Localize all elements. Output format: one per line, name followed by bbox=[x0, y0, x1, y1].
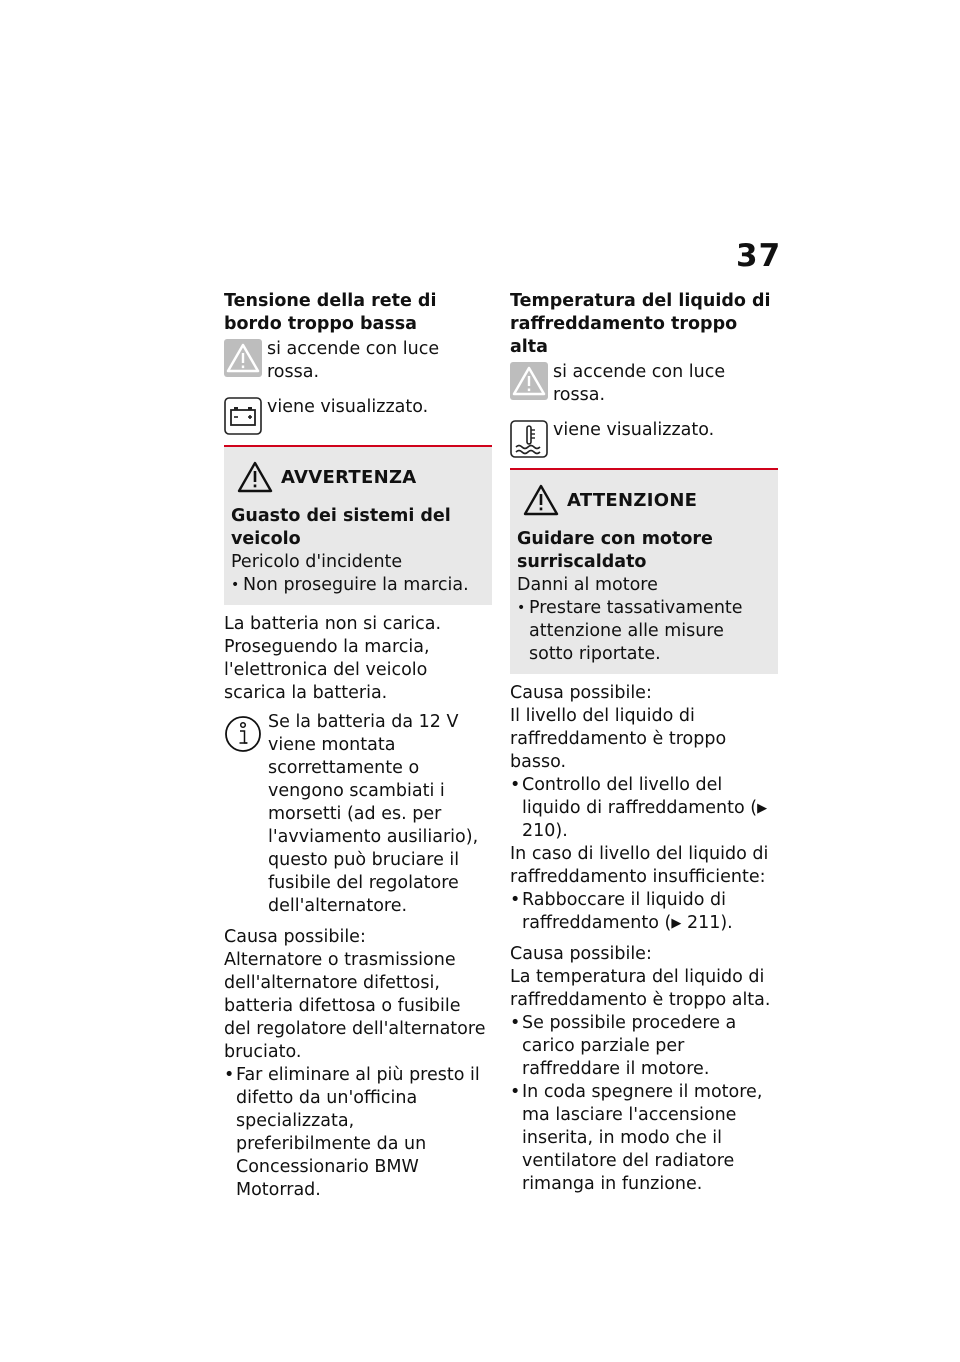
light-text: si accende con luce rossa. bbox=[267, 339, 440, 382]
warning-triangle-icon bbox=[224, 339, 262, 377]
warning-icon bbox=[237, 461, 273, 493]
info-note bbox=[224, 711, 492, 918]
cause2-text: La temperatura del liquido di raffreddamento è troppo alta. bbox=[510, 967, 771, 1010]
light-text: si accende con luce rossa. bbox=[553, 362, 726, 405]
warning-heading: Guasto dei sistemi del veicolo bbox=[231, 506, 451, 549]
warning-triangle-icon bbox=[510, 362, 548, 400]
display-text: viene visualizzato. bbox=[553, 420, 715, 440]
partial-load-bullet: • Se possibile procedere a carico parziale per raffreddare il motore. bbox=[510, 1012, 778, 1081]
warning-text: Pericolo d'incidente bbox=[231, 552, 403, 572]
check-level-text: Controllo del livello del liquido di raffreddamento ( bbox=[522, 775, 758, 818]
caution-icon bbox=[523, 484, 559, 516]
warning-bullet: • Non proseguire la marcia. bbox=[231, 574, 485, 597]
page-ref-arrow-icon: ▶ bbox=[671, 916, 682, 931]
caution-box bbox=[510, 470, 778, 674]
top-up-text: Rabboccare il liquido di raffreddamento ( bbox=[522, 890, 726, 933]
section-title-coolant: Temperatura del liquido di raffreddamento troppo alta bbox=[510, 291, 771, 357]
battery-icon bbox=[224, 397, 262, 435]
caution-header bbox=[523, 484, 771, 516]
low-level-text: In caso di livello del liquido di raffreddamento insufficiente: bbox=[510, 844, 769, 887]
page-ref-arrow-icon: ▶ bbox=[757, 801, 768, 816]
section-title-voltage: Tensione della rete di bordo troppo bassa bbox=[224, 291, 437, 334]
caution-text: Danni al motore bbox=[517, 575, 658, 595]
cause2-label: Causa possibile: bbox=[510, 944, 652, 964]
caution-heading: Guidare con motore surriscaldato bbox=[517, 529, 713, 572]
cause-text: Alternatore o trasmissione dell'alternatore difettosi, batteria difettosa o fusibile del regolatore dell'alternatore bruciato. bbox=[224, 950, 486, 1062]
display-text: viene visualizzato. bbox=[267, 397, 429, 417]
cause1-label: Causa possibile: bbox=[510, 683, 652, 703]
right-column bbox=[510, 290, 778, 1196]
page-ref-link[interactable]: 210). bbox=[522, 821, 568, 841]
page-number: 37 bbox=[736, 238, 782, 274]
check-level-bullet bbox=[510, 774, 778, 843]
info-icon bbox=[224, 715, 262, 753]
caution-bullet: • Prestare tassativamente attenzione alle misure sotto riportate. bbox=[517, 597, 771, 666]
action-bullet: • Far eliminare al più presto il difetto da un'officina specializzata, preferibilmente da un Concessionario BMW Motorrad. bbox=[224, 1064, 492, 1202]
warning-label: AVVERTENZA bbox=[281, 466, 417, 488]
top-up-bullet bbox=[510, 889, 778, 935]
engine-off-bullet: • In coda spegnere il motore, ma lasciare l'accensione inserita, in modo che il ventilatore del radiatore rimanga in funzione. bbox=[510, 1081, 778, 1196]
page-ref-link[interactable]: 211). bbox=[686, 913, 733, 933]
cause1-text: Il livello del liquido di raffreddamento è troppo basso. bbox=[510, 706, 727, 772]
cause-label: Causa possibile: bbox=[224, 927, 366, 947]
left-column bbox=[224, 290, 492, 1202]
warning-box bbox=[224, 447, 492, 605]
battery-paragraph: La batteria non si carica. Proseguendo la marcia, l'elettronica del veicolo scarica la batteria. bbox=[224, 614, 442, 703]
warning-light-row bbox=[510, 361, 778, 407]
display-symbol-row bbox=[224, 396, 492, 435]
info-text: Se la batteria da 12 V viene montata scorrettamente o vengono scambiati i morsetti (ad es. per l'avviamento ausiliario), questo può bruciare il fusibile del regolatore dell'alternatore. bbox=[268, 712, 479, 916]
coolant-temperature-icon bbox=[510, 420, 548, 458]
warning-light-row bbox=[224, 338, 492, 384]
caution-label: ATTENZIONE bbox=[567, 489, 698, 511]
warning-header bbox=[237, 461, 485, 493]
display-symbol-row bbox=[510, 419, 778, 458]
